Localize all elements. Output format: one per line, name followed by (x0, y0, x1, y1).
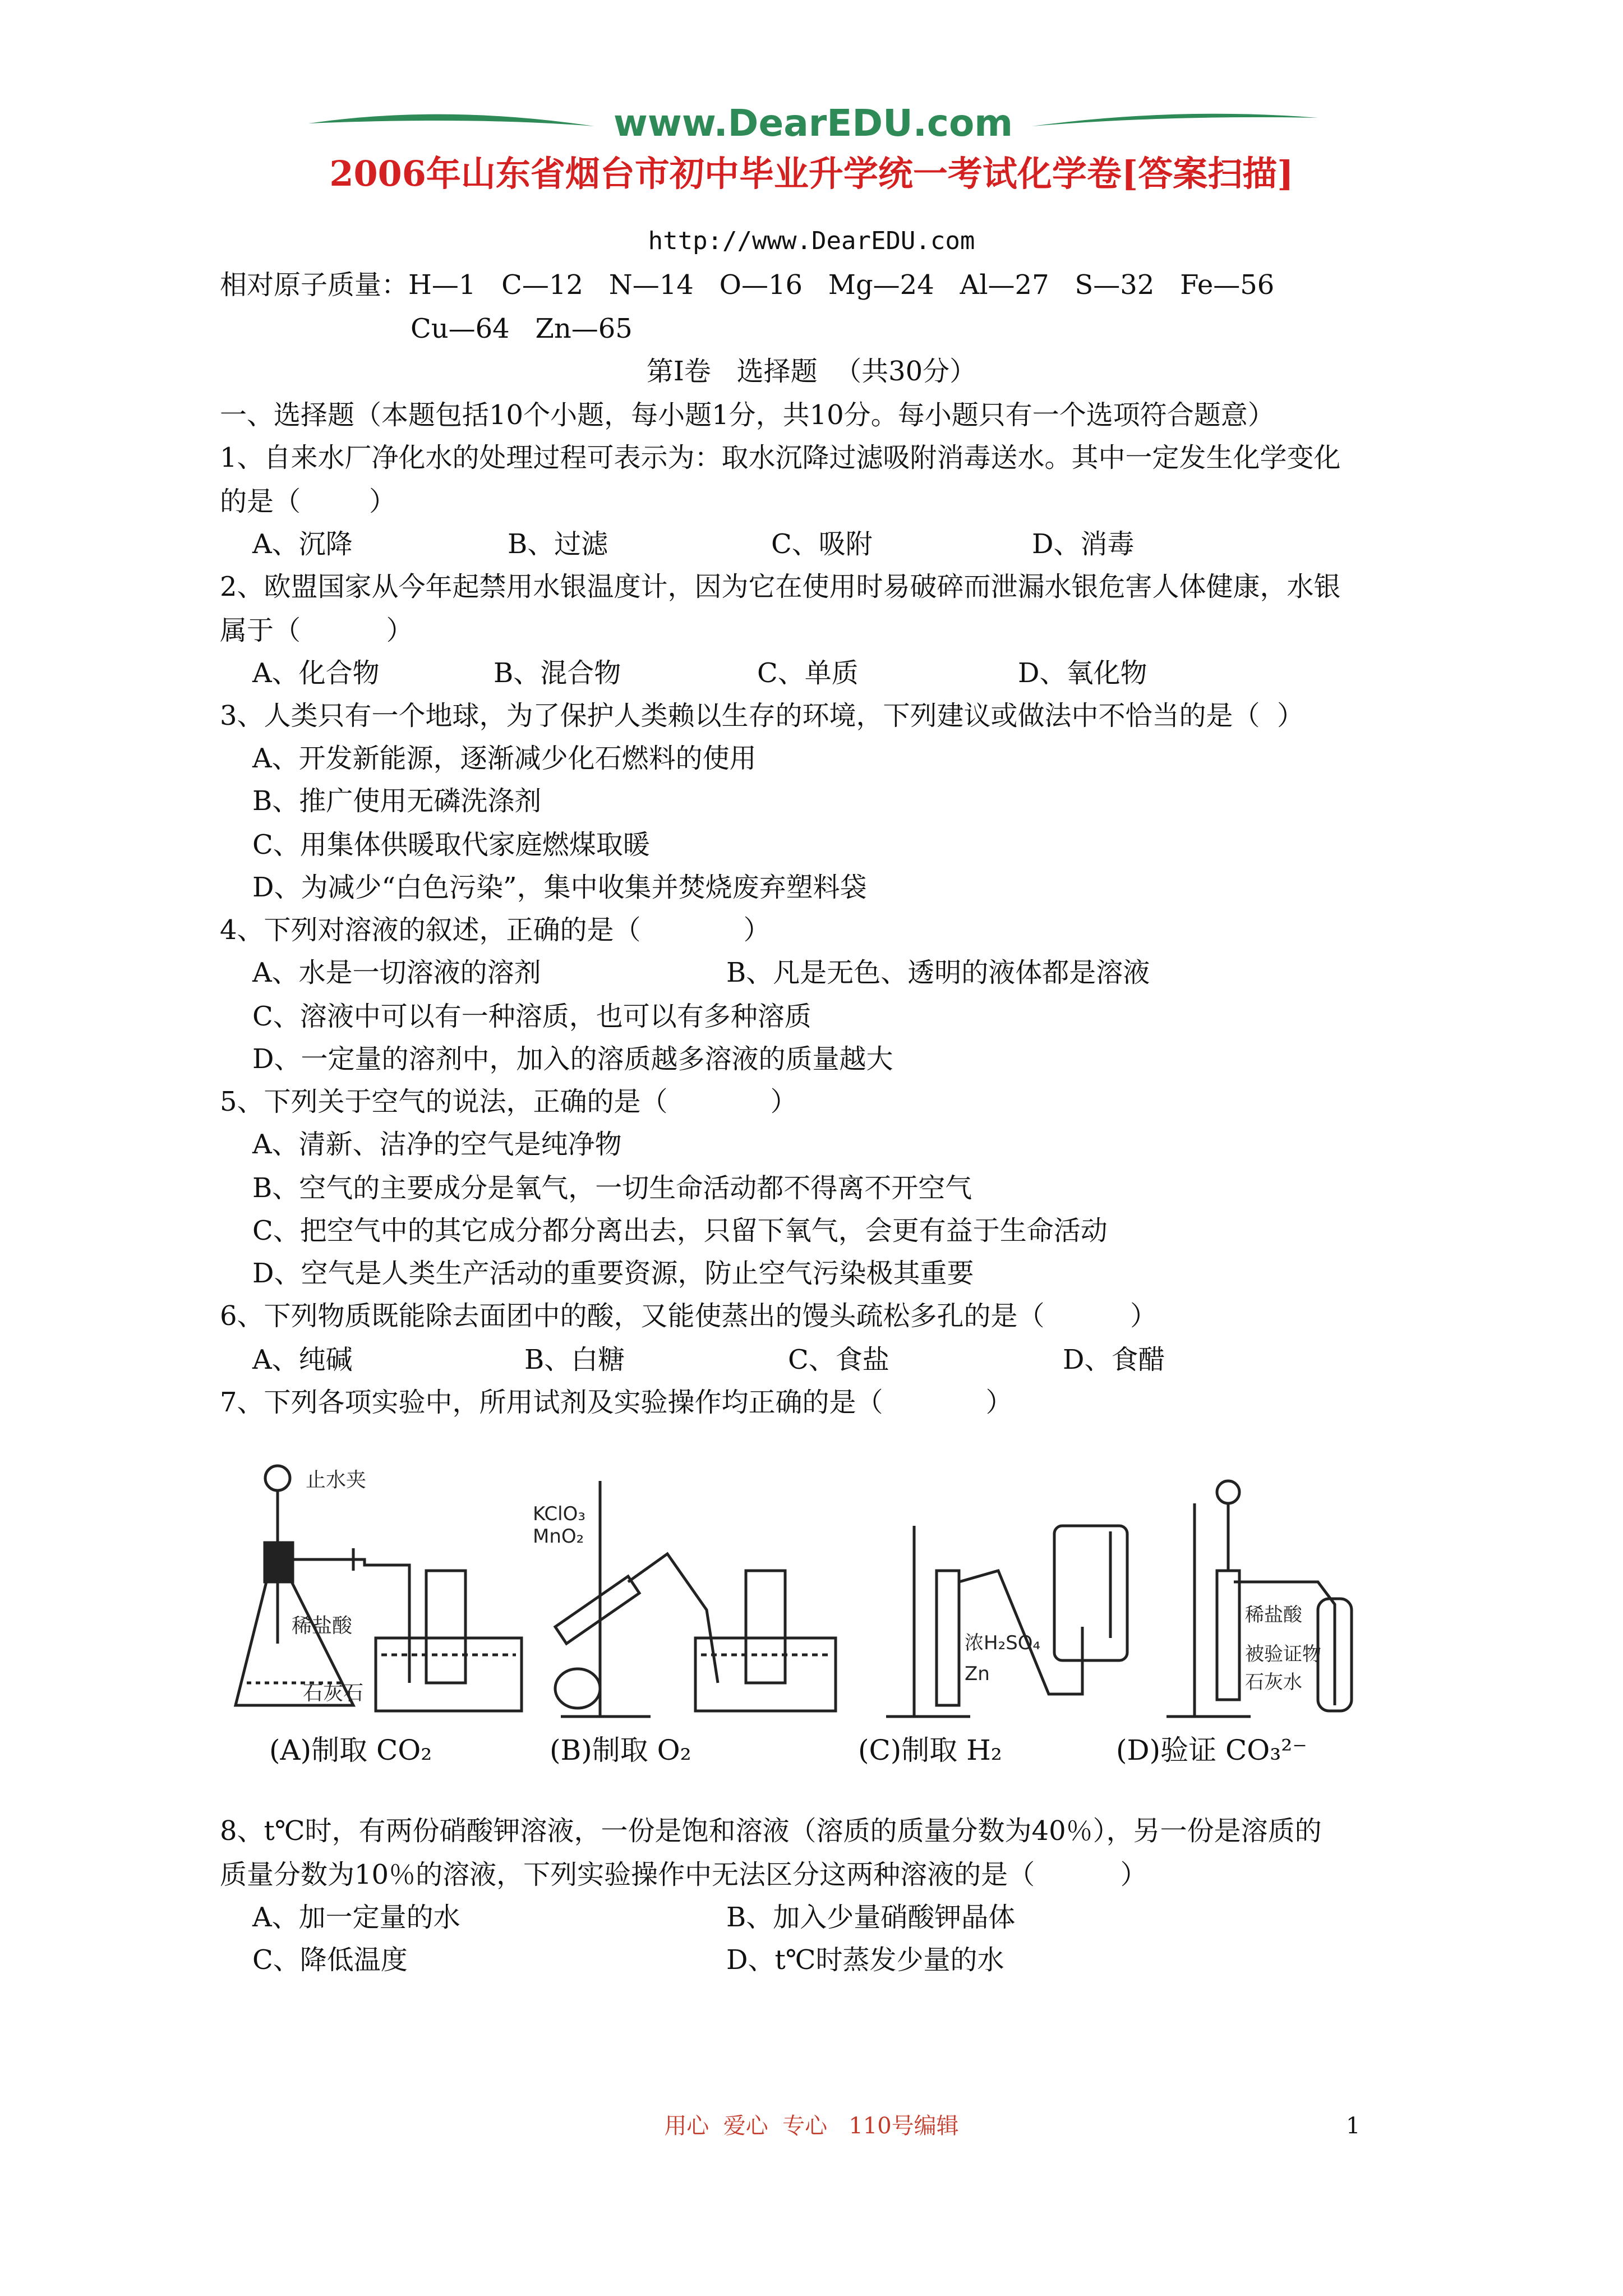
q8-option-a: A、加一定量的水 (252, 1902, 460, 1933)
question-8-line-1: 8、t℃时，有两份硝酸钾溶液，一份是饱和溶液（溶质的质量分数为40％），另一份是溶质的 (220, 1815, 1322, 1847)
q4-option-d: D、一定量的溶剂中，加入的溶质越多溶液的质量越大 (252, 1043, 893, 1075)
q4-option-c: C、溶液中可以有一种溶质，也可以有多种溶质 (252, 1001, 811, 1032)
q6-option-a: A、纯碱 (252, 1344, 353, 1375)
caption-b: (B)制取 O₂ (550, 1734, 691, 1766)
atomic-mass-line-2: Cu—64 Zn—65 (411, 313, 633, 344)
caption-c: (C)制取 H₂ (858, 1734, 1002, 1766)
q1-option-a: A、沉降 (252, 528, 353, 560)
q1-option-d: D、消毒 (1032, 528, 1135, 560)
apparatus-figure (224, 1458, 1402, 1773)
label-hcl-a: 稀盐酸 (292, 1614, 353, 1637)
q2-option-c: C、单质 (757, 657, 859, 689)
question-7-line-1: 7、下列各项实验中，所用试剂及实验操作均正确的是（ ） (220, 1387, 1013, 1418)
question-6-line-1: 6、下列物质既能除去面团中的酸，又能使蒸出的馒头疏松多孔的是（ ） (220, 1300, 1158, 1332)
label-limestone: 石灰石 (303, 1682, 364, 1705)
question-3-line-1: 3、人类只有一个地球，为了保护人类赖以生存的环境，下列建议或做法中不恰当的是（ ） (220, 700, 1304, 731)
q5-option-b: B、空气的主要成分是氧气，一切生命活动都不得离不开空气 (252, 1172, 972, 1204)
label-zn: Zn (965, 1663, 990, 1685)
label-hcl-d: 稀盐酸 (1245, 1604, 1302, 1626)
q2-option-b: B、混合物 (494, 657, 621, 689)
q2-option-d: D、氧化物 (1018, 657, 1147, 689)
q3-option-b: B、推广使用无磷洗涤剂 (252, 785, 542, 817)
apparatus-drawings (224, 1458, 1402, 1728)
apparatus-d (1166, 1481, 1352, 1717)
question-8-line-2: 质量分数为10％的溶液，下列实验操作中无法区分这两种溶液的是（ ） (220, 1859, 1147, 1890)
page-number: 1 (1346, 2113, 1361, 2139)
label-clamp: 止水夹 (306, 1469, 367, 1492)
question-1-line-1: 1、自来水厂净化水的处理过程可表示为：取水沉降过滤吸附消毒送水。其中一定发生化学变化 (220, 442, 1341, 473)
atomic-mass-line-1: 相对原子质量：H—1 C—12 N—14 O—16 Mg—24 Al—27 S—32 Fe—56 (220, 269, 1275, 301)
part-instructions: 一、选择题（本题包括10个小题，每小题1分，共10分。每小题只有一个选项符合题意） (220, 399, 1275, 431)
label-kclo3: KClO₃ (533, 1503, 586, 1525)
site-logo-text[interactable]: www.DearEDU.com (613, 102, 1013, 145)
q5-option-d: D、空气是人类生产活动的重要资源，防止空气污染极其重要 (252, 1258, 974, 1289)
question-4-line-1: 4、下列对溶液的叙述，正确的是（ ） (220, 914, 771, 946)
q8-option-d: D、t℃时蒸发少量的水 (726, 1944, 1004, 1976)
apparatus-b (533, 1481, 836, 1717)
q8-option-b: B、加入少量硝酸钾晶体 (726, 1902, 1016, 1933)
q2-option-a: A、化合物 (252, 657, 380, 689)
q4-option-a: A、水是一切溶液的溶剂 (252, 957, 541, 988)
q3-option-a: A、开发新能源，逐渐减少化石燃料的使用 (252, 743, 757, 774)
question-1-line-2: 的是（ ） (220, 486, 396, 517)
caption-d: (D)验证 CO₃²⁻ (1116, 1734, 1307, 1766)
q3-option-d: D、为减少“白色污染”，集中收集并焚烧废弃塑料袋 (252, 872, 867, 903)
site-banner (303, 95, 1324, 151)
question-5-line-1: 5、下列关于空气的说法，正确的是（ ） (220, 1086, 797, 1117)
label-sample: 被验证物 (1245, 1643, 1321, 1665)
q6-option-d: D、食醋 (1063, 1344, 1165, 1375)
q6-option-b: B、白糖 (524, 1344, 625, 1375)
q6-option-c: C、食盐 (788, 1344, 889, 1375)
label-h2so4: 浓H₂SO₄ (965, 1632, 1041, 1654)
q1-option-c: C、吸附 (771, 528, 873, 560)
q5-option-c: C、把空气中的其它成分都分离出去，只留下氧气，会更有益于生命活动 (252, 1215, 1108, 1246)
q1-option-b: B、过滤 (508, 528, 608, 560)
q5-option-a: A、清新、洁净的空气是纯净物 (252, 1129, 622, 1160)
section-title: 第Ⅰ卷 选择题 （共30分） (646, 356, 977, 387)
question-2-line-1: 2、欧盟国家从今年起禁用水银温度计，因为它在使用时易破碎而泄漏水银危害人体健康，水银 (220, 571, 1341, 602)
q4-option-b: B、凡是无色、透明的液体都是溶液 (726, 957, 1150, 988)
page-title: 2006年山东省烟台市初中毕业升学统一考试化学卷[答案扫描] (329, 153, 1294, 194)
apparatus-a (236, 1466, 522, 1711)
apparatus-c (886, 1526, 1127, 1717)
site-url[interactable]: http://www.DearEDU.com (648, 227, 975, 255)
footer-slogan: 用心 爱心 专心 110号编辑 (664, 2113, 959, 2139)
question-2-line-2: 属于（ ） (220, 615, 413, 646)
caption-a: (A)制取 CO₂ (269, 1734, 432, 1766)
label-limewater: 石灰水 (1245, 1671, 1302, 1694)
label-mno2: MnO₂ (533, 1525, 584, 1548)
q3-option-c: C、用集体供暖取代家庭燃煤取暖 (252, 829, 650, 861)
q8-option-c: C、降低温度 (252, 1944, 408, 1976)
